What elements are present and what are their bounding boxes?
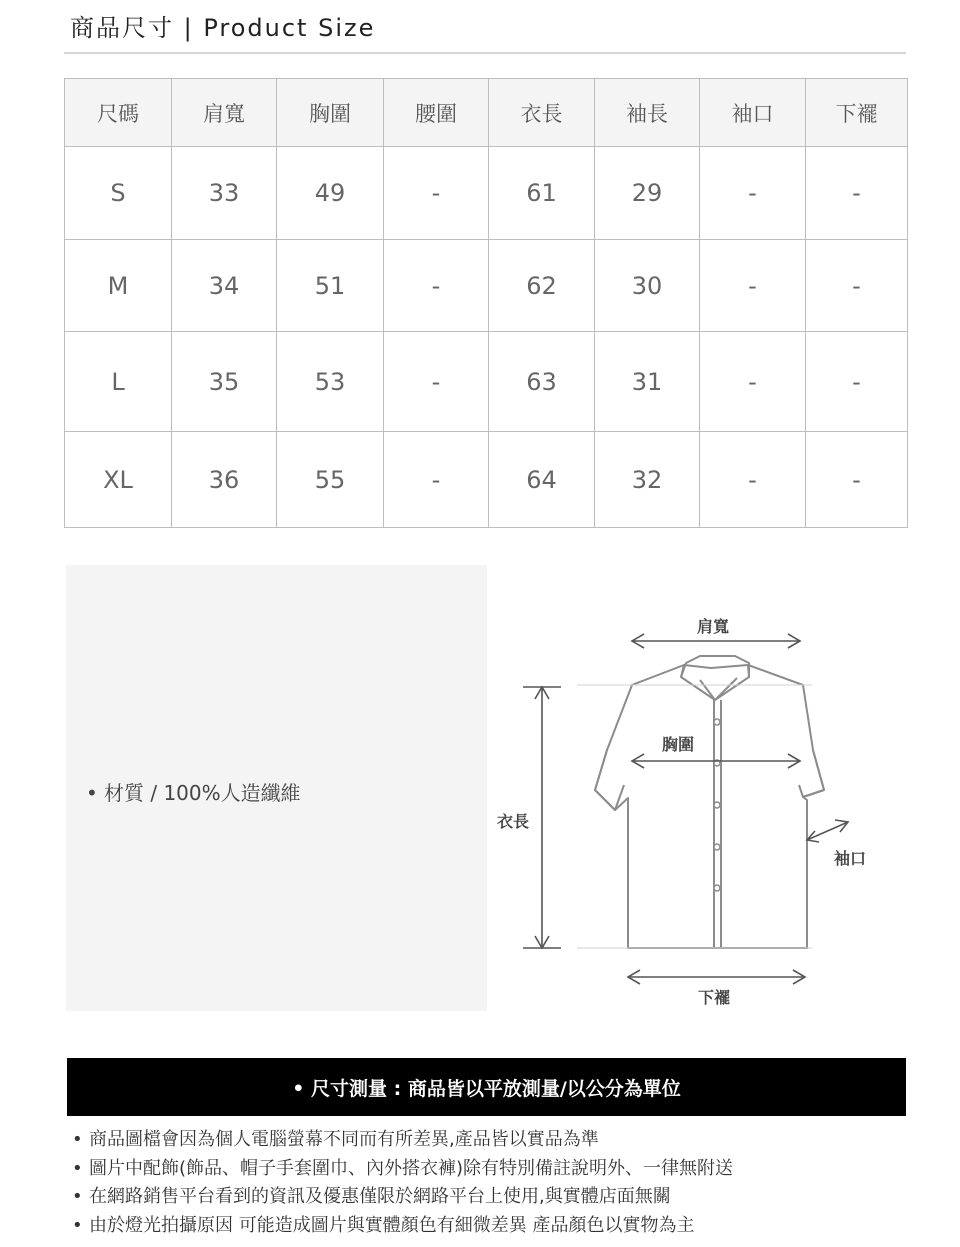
table-cell: XL — [65, 432, 172, 528]
table-cell: - — [384, 240, 489, 332]
table-row — [65, 332, 908, 432]
table-cell: 49 — [277, 147, 384, 240]
list-item — [72, 1126, 912, 1155]
diagram-label-length: 衣長 — [497, 812, 530, 831]
size-table — [64, 78, 908, 528]
column-header: 肩寬 — [172, 79, 277, 147]
list-item — [72, 1183, 912, 1212]
list-item — [72, 1155, 912, 1184]
table-cell: - — [806, 147, 908, 240]
table-cell: 30 — [595, 240, 700, 332]
bullet-icon: • — [72, 1129, 83, 1150]
table-cell: - — [384, 332, 489, 432]
table-cell: 36 — [172, 432, 277, 528]
note-text: 在網路銷售平台看到的資訊及優惠僅限於網路平台上使用,與實體店面無關 — [89, 1186, 671, 1208]
table-cell: 62 — [489, 240, 595, 332]
column-header: 尺碼 — [65, 79, 172, 147]
column-header: 袖口 — [700, 79, 806, 147]
column-header: 袖長 — [595, 79, 700, 147]
table-cell: - — [384, 147, 489, 240]
table-cell: 61 — [489, 147, 595, 240]
table-cell: - — [700, 432, 806, 528]
diagram-label-cuff: 袖口 — [834, 849, 867, 868]
table-cell: - — [700, 332, 806, 432]
table-cell: - — [806, 240, 908, 332]
table-cell: S — [65, 147, 172, 240]
diagram-label-chest: 胸圍 — [662, 735, 695, 754]
table-cell: 32 — [595, 432, 700, 528]
table-row — [65, 240, 908, 332]
table-cell: 51 — [277, 240, 384, 332]
column-header: 衣長 — [489, 79, 595, 147]
shirt-outline-icon — [487, 600, 907, 1020]
table-header-row — [65, 79, 908, 147]
table-cell: 29 — [595, 147, 700, 240]
table-cell: 33 — [172, 147, 277, 240]
table-cell: - — [384, 432, 489, 528]
table-cell: - — [700, 240, 806, 332]
table-cell: - — [700, 147, 806, 240]
material-info — [86, 777, 301, 806]
table-cell: M — [65, 240, 172, 332]
diagram-label-hem: 下襬 — [698, 988, 731, 1007]
measurement-banner: • 尺寸測量 : 商品皆以平放測量/以公分為單位 — [67, 1058, 906, 1116]
table-cell: 35 — [172, 332, 277, 432]
list-item — [72, 1212, 912, 1241]
shirt-measurement-diagram — [487, 600, 907, 1020]
diagram-label-shoulder: 肩寬 — [697, 617, 730, 636]
table-cell: 34 — [172, 240, 277, 332]
notes-list — [72, 1126, 912, 1240]
bullet-icon: • — [86, 781, 98, 805]
title-divider — [64, 52, 906, 54]
note-text: 圖片中配飾(飾品、帽子手套圍巾、內外搭衣褲)除有特別備註說明外、一律無附送 — [89, 1157, 734, 1179]
bullet-icon: • — [72, 1157, 83, 1179]
column-header: 胸圍 — [277, 79, 384, 147]
table-cell: L — [65, 332, 172, 432]
column-header: 腰圍 — [384, 79, 489, 147]
note-text: 商品圖檔會因為個人電腦螢幕不同而有所差異,產品皆以實品為準 — [89, 1129, 599, 1150]
bullet-icon: • — [72, 1214, 83, 1236]
table-cell: 55 — [277, 432, 384, 528]
table-cell: 31 — [595, 332, 700, 432]
table-cell: 64 — [489, 432, 595, 528]
table-row — [65, 147, 908, 240]
note-text: 由於燈光拍攝原因 可能造成圖片與實體顏色有細微差異 產品顏色以實物為主 — [89, 1214, 695, 1236]
column-header: 下襬 — [806, 79, 908, 147]
bullet-icon: • — [72, 1186, 83, 1208]
table-cell: 53 — [277, 332, 384, 432]
material-text: 材質 / 100%人造纖維 — [104, 781, 301, 805]
material-panel — [66, 565, 487, 1011]
table-row — [65, 432, 908, 528]
table-cell: - — [806, 432, 908, 528]
table-cell: 63 — [489, 332, 595, 432]
table-cell: - — [806, 332, 908, 432]
page-title: 商品尺寸 | Product Size — [70, 14, 376, 42]
